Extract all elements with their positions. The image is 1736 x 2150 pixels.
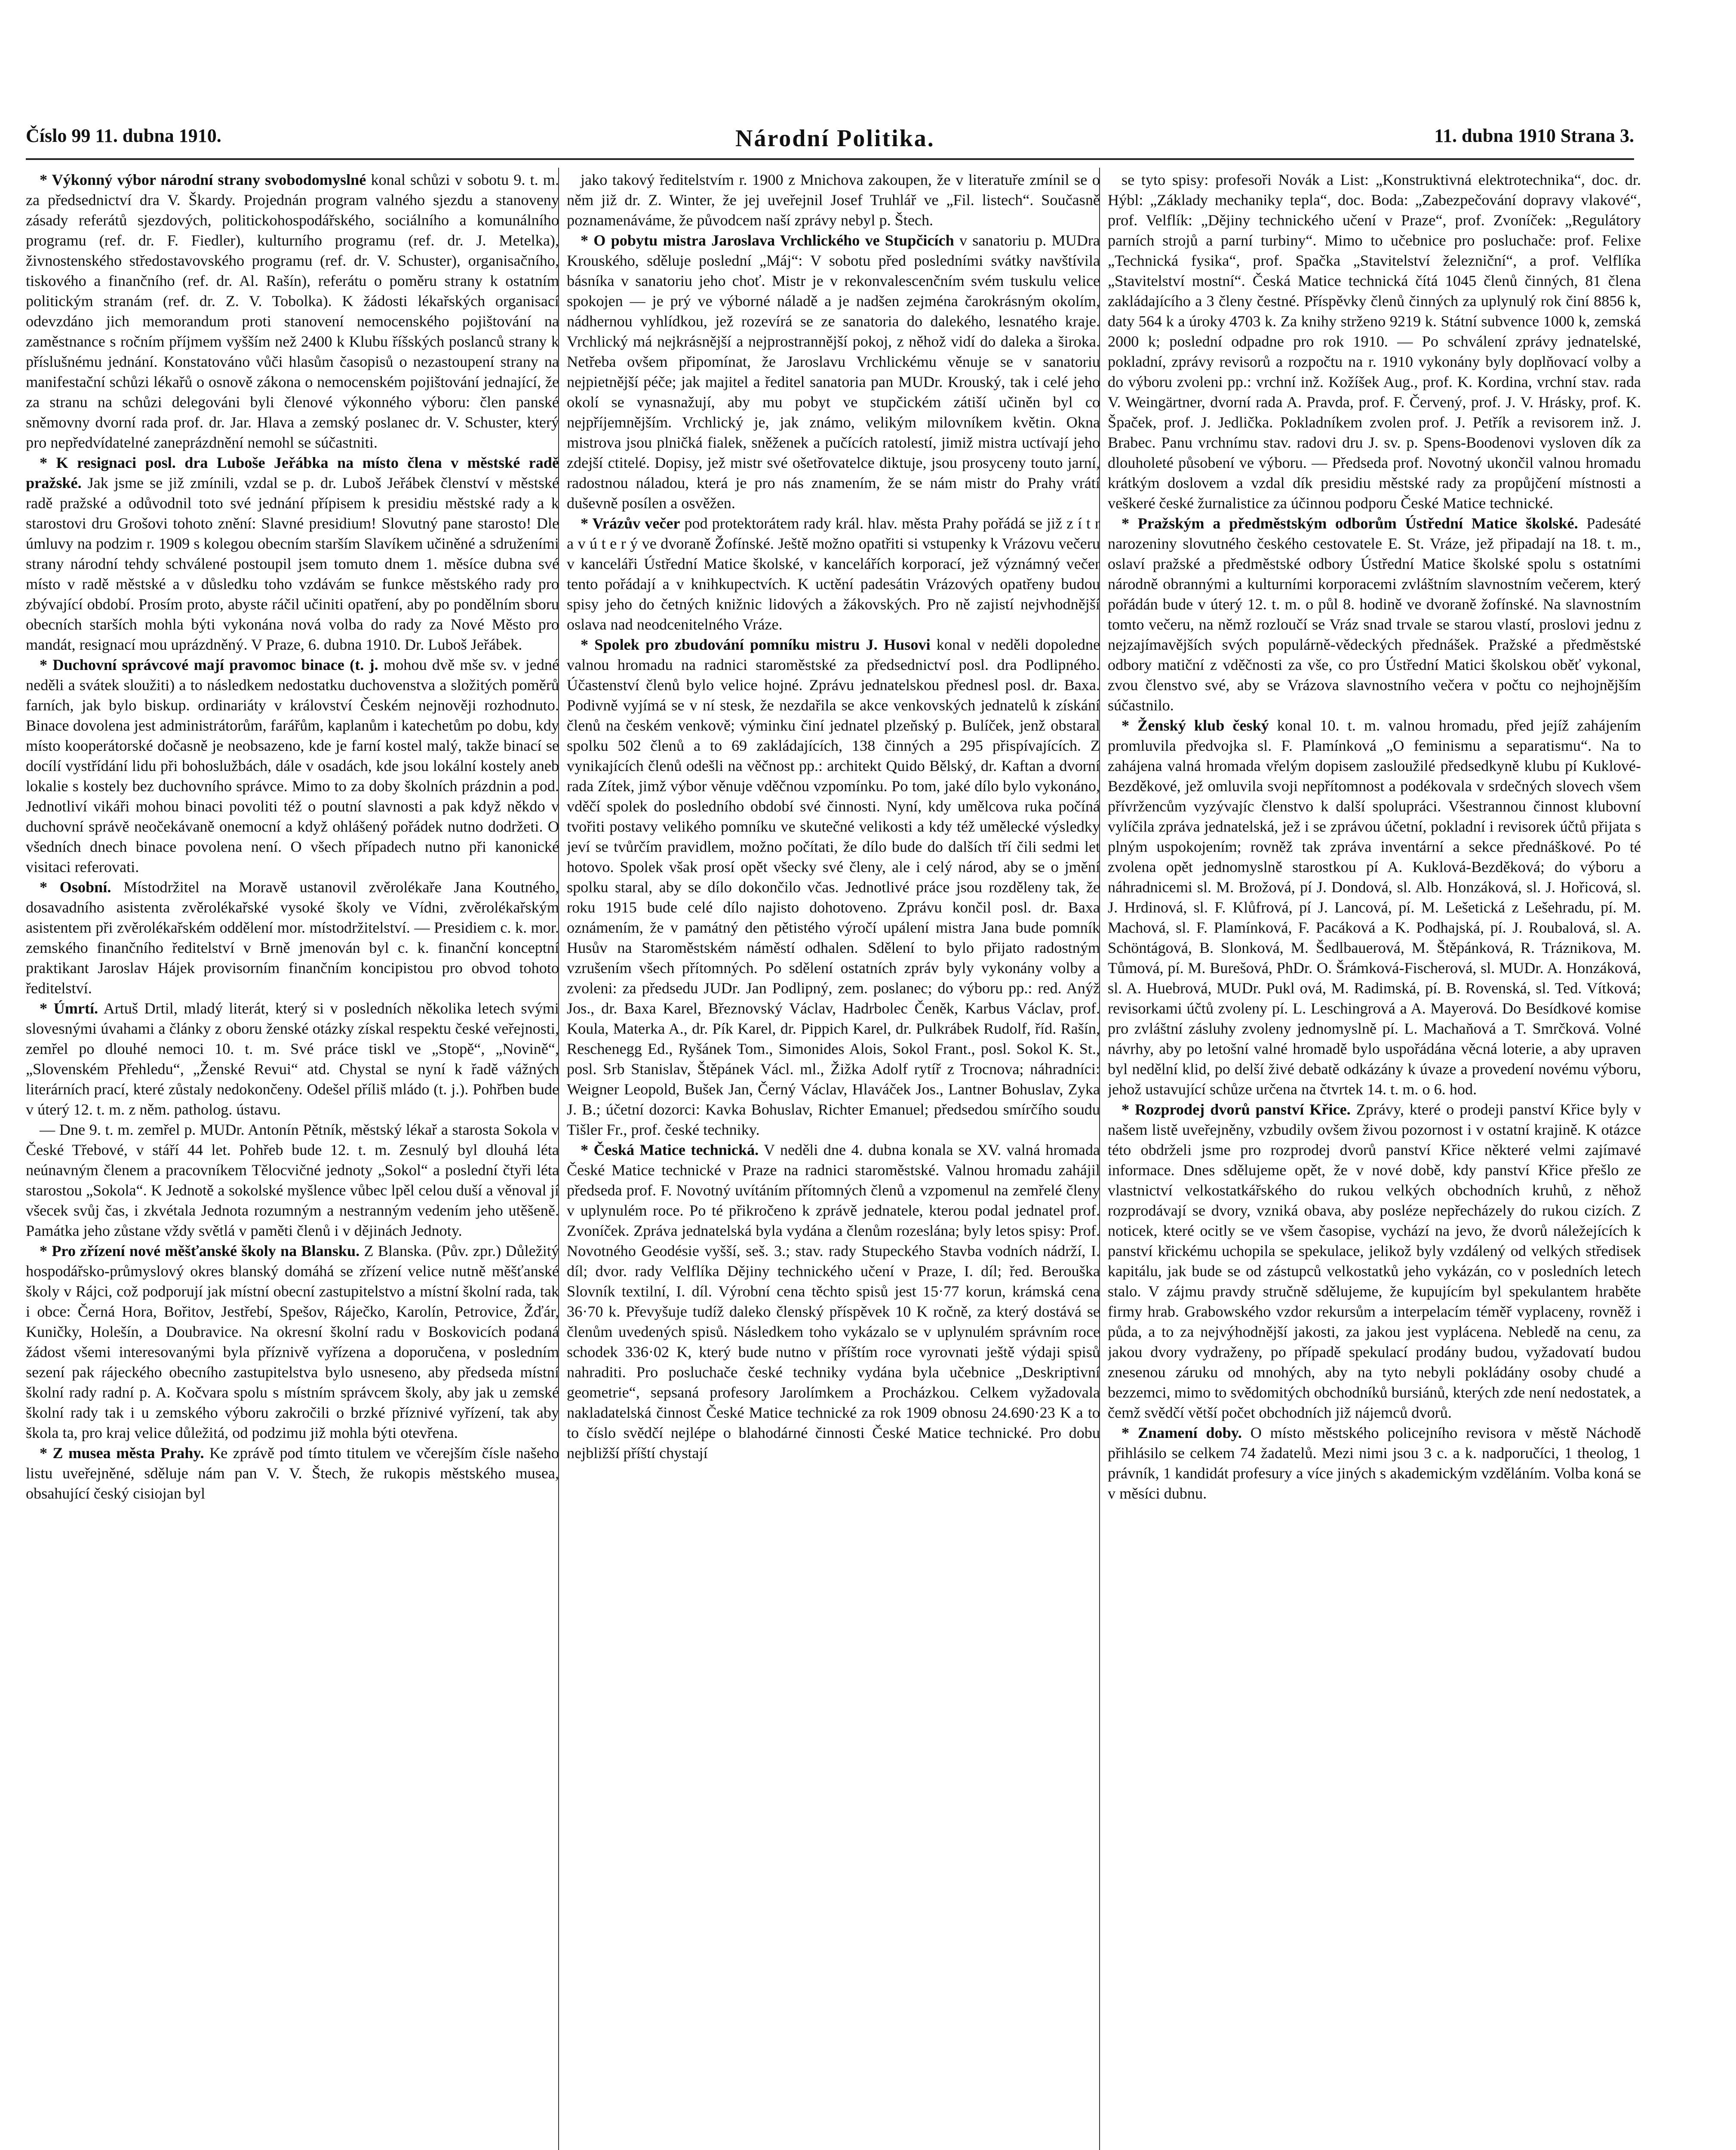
article bbox=[1108, 513, 1641, 716]
article-body: Padesáté narozeniny slovutného českého cestovatele E. St. Vráze, jež připadají na 18. t. m., oslaví pražské a předměstské odbory Ústřední Matice školské spolu s ostatními národně obrannými a kulturními korporacemi zvláštním slavnostním večerem, který pořádán bude v úterý 12. t. m. o půl 8. hodině ve dvoraně žofínské. Na slavnostním tomto večeru, na němž rozloučí se Vráz snad trvale se starou vlastí, proslovi jednu z nejzajímavějších svých populárně-vědeckých přednášek. Pražské a předměstské odbory matiční z vděčnosti za vše, co pro Ústřední Matici školskou oběť vykonal, zvou členstvo své, aby se Vrázova slavnostního večera v počtu co nejhojnějším súčastnilo. bbox=[1108, 515, 1641, 714]
article-headline: * O pobytu mistra Jaroslava Vrchlického ve Stupčicích bbox=[581, 232, 954, 249]
article-body: Jak jsme se již zmínili, vzdal se p. dr. Luboš Jeřábek členství v městské radě pražské a odůvodnil toto své jednání přípisem k presidiu městské rady a k starostovi dru Grošovi tohoto znění: Slavné presidium! Slovutný pane starosto! Dle úmluvy na podzim r. 1909 s kolegou obecním starším Slavíkem učiněné a sdruženími strany národní tehdy schválené postoupil jsem tomuto dnem 1. měsíce dubna své místo v radě městské a v důsledku toho vzdávám se funkce městského rady pro zbývající období. Prosím proto, abyste ráčil učiniti opatření, aby po pondělním sboru obecních starších mohla býti vykonána nová volba do rady za Nové Město pro mandát, resignací mou uprázdněný. V Praze, 6. dubna 1910. Dr. Luboš Jeřábek. bbox=[26, 474, 559, 653]
column-3 bbox=[1108, 170, 1641, 2150]
article-headline: * Pražským a předměstským odborům Ústřední Matice školské. bbox=[1121, 515, 1578, 532]
article-headline: * Vrázův večer bbox=[581, 515, 680, 532]
article bbox=[26, 877, 559, 998]
article bbox=[26, 1241, 559, 1443]
article bbox=[567, 635, 1100, 1140]
article-headline: * Osobní. bbox=[40, 878, 111, 896]
article-body: Ke zprávě pod tímto titulem ve včerejším čísle našeho listu uveřejněné, sděluje nám pan V. V. Štech, že rukopis městského musea, obsahující český cisiojan byl bbox=[26, 1444, 559, 1502]
article-headline: * Znamení doby. bbox=[1121, 1424, 1242, 1441]
article bbox=[567, 230, 1100, 513]
article-body: konal schůzi v sobotu 9. t. m. za předsednictví dra V. Škardy. Projednán program valného sjezdu a stanoveny zásady referátů sjezdových, politickohospodářského, sociálního a komunálního programu (ref. dr. F. Fiedler), kulturního programu (ref. dr. J. Metelka), živnostenského středostavovského programu (ref. dr. V. Schuster), organisačního, tiskového a finančního (ref. dr. Al. Rašín), referátu o poměru strany k ostatním politickým stranám (ref. dr. Z. V. Tobolka). K žádosti lékařských organisací odevzdáno jich memorandum proti stanovení nemocenského pojištování na zaměstnance s ročním příjmem vyšším než 2400 k Klubu říšských poslanců strany k příslušnému jednání. Konstatováno vůči hlasům časopisů o nezastoupení strany na manifestační schůzi lékařů o osnově zákona o nemocenském pojištování jednající, že za stranu na schůzi delegováni byli členové výkonného výboru: člen panské sněmovny dvorní rada prof. dr. Jar. Hlava a zemský poslanec dr. V. Schuster, který pro nepředvídatelné zaneprázdnění nemohl se súčastniti. bbox=[26, 171, 559, 451]
article-body: Místodržitel na Moravě ustanovil zvěrolékaře Jana Koutného, dosavadního asistenta zvěrolékařské vysoké školy ve Vídni, zvěrolékařským asistentem při zvěrolékařském oddělení mor. místodržitelství. — Presidiem c. k. mor. zemského finančního ředitelství v Brně jmenován byl c. k. finanční konceptní praktikant Jaroslav Hájek provisorním finančním koncipistou pro obvod tohoto ředitelství. bbox=[26, 878, 559, 997]
header-rule bbox=[26, 158, 1634, 160]
article-body: konal 10. t. m. valnou hromadu, před jejíž zahájením promluvila předvojka sl. F. Plamínková „O feminismu a separatismu“. Na to zahájena valná hromada vřelým dopisem zasloužilé předsedkyně klubu pí Kuklové-Bezděkové, jež omluvila svoji nepřítomnost a podékovala v srdečných slovech všem přívržencům vyzývajíc členstvo k další spolupráci. Všestrannou činnost klubovní vylíčila zpráva jednatelská, jež i se zprávou účetní, pokladní i revisorek účtů přijata s plným uspokojením; rovněž tak zpráva inventární a sekce přednáškové. Po té zvolena opět jednomyslně starostkou pí A. Kuklová-Bezděková; do výboru a náhradnicemi sl. M. Brožová, pí J. Dondová, sl. Alb. Honzáková, sl. J. Hořicová, sl. J. Hrdinová, sl. F. Klůfrová, pí J. Lancová, pí. M. Lešetická z Lešehradu, pí. M. Machová, sl. F. Plamínková, F. Pacáková a K. Podhajská, pí. J. Roubalová, sl. A. Schöntágová, B. Slonková, M. Šedlbauerová, M. Štěpánková, R. Tráznikova, M. Tůmová, pí. M. Burešová, PhDr. O. Šrámková-Fischerová, sl. MUDr. A. Honzáková, sl. A. Huebrová, MUDr. Pukl ová, M. Radimská, pí. B. Rovenská, sl. Ted. Vítková; revisorkami účtů zvoleny pí. L. Leschingrová a A. Mayerová. Do Besídkové komise pro zvláštní zásluhy zvoleny jednomyslně pí. L. Machaňová a T. Smrčková. Volné návrhy, aby po letošní valné hromadě bylo uspořádána věcná loterie, a aby upraven byl nedělní klid, po delší živé debatě odkázány k úvaze a provedení novému výboru, jehož ustavující schůze určena na čtvrtek 14. t. m. o 6. hod. bbox=[1108, 717, 1641, 1098]
article-body: se tyto spisy: profesoři Novák a List: „Konstruktivná elektrotechnika“, doc. dr. Hýbl: „Základy mechaniky tepla“, doc. Boda: „Zabezpečování dopravy vlakové“, prof. Velflík: „Dějiny technického učení v Praze“, prof. Zvoníček: „Regulátory parních strojů a parní turbiny“. Mimo to učebnice pro posluchače: prof. Felixe „Technická fysika“, prof. Spačka „Stavitelství železniční“, a prof. Velflíka „Stavitelství mostní“. Česká Matice technická čítá 1045 členů činných, 81 člena zakládajícího a 3 členy čestné. Příspěvky členů činných za uplynulý rok činí 8856 k, daty 564 k a úroky 4703 k. Za knihy strženo 9219 k. Státní subvence 1000 k, zemská 2000 k; poslední odpadne pro rok 1910. — Po schválení zprávy jednatelské, pokladní, zprávy revisorů a rozpočtu na r. 1910 vykonány byly doplňovací volby a do výboru zvoleni pp.: vrchní inž. Kožíšek Aug., prof. K. Kordina, vrchní stav. rada V. Weingärtner, dvorní rada A. Pravda, prof. F. Červený, prof. J. V. Hrásky, prof. K. Špaček, prof. J. Jedlička. Pokladníkem zvolen prof. J. Petřík a revisorem inž. J. Brabec. Panu vrchnímu stav. radovi dru J. sv. p. Spens-Boodenovi vysloven dík za dlouholeté působení ve výboru. — Předseda prof. Novotný ukončil valnou hromadu krátkým doslovem a vzdal dík presidiu městské rady za propůjčení místnosti a veškeré české žurnalistice za účinnou podporu České Matice technické. bbox=[1108, 171, 1641, 512]
issue-number-date: Číslo 99 11. dubna 1910. bbox=[26, 125, 221, 146]
article bbox=[567, 513, 1100, 635]
date-page-number: 11. dubna 1910 Strana 3. bbox=[1434, 125, 1634, 146]
article bbox=[567, 170, 1100, 230]
article bbox=[567, 1140, 1100, 1463]
article-headline: * Pro zřízení nové měšťanské školy na Blansku. bbox=[40, 1242, 360, 1259]
article-headline: * Z musea města Prahy. bbox=[40, 1444, 204, 1462]
article bbox=[1108, 1423, 1641, 1504]
article bbox=[26, 1120, 559, 1241]
article-body: mohou dvě mše sv. v jedné neděli a svátek sloužiti) a to následkem nedostatku duchovenstva a složitých poměrů farních, jak bylo biskup. ordinariáty v království Českém nejnověji rozhodnuto. Binace dovolena jest administrátorům, farářům, kaplanům i katechetům po dobu, kdy místo kooperátorské dočasně je neobsazeno, kde je farní kostel malý, takže binací se docílí vystřídání lidu při bohoslužbách, dále v osadách, kde jsou lokální kostely aneb lokalie s kostely bez duchovního správce. Mimo to za doby školních prázdnin a pod. Jednotliví vikáři mohou binaci povoliti též o poutní slavnosti a pak když někdo v duchovní správě neočekávaně onemocní a když ohlášený pořádek nutno dodržeti. O všedních dnech binace povolena není. O všech případech nutno při kanonické visitaci referovati. bbox=[26, 656, 559, 875]
article bbox=[1108, 716, 1641, 1100]
article-body: Zprávy, které o prodeji panství Křice byly v našem listě uveřejněny, vzbudily ovšem živou pozornost i v ostatní krajině. K otázce této obdrželi jsme pro rozprodej dvorů panství Křice některé velmi zajímavé informace. Dnes sdělujeme opět, že v nové době, kdy panství Křice přešlo ze vlastnictví velkostatkářského do rukou velkých obchodních kruhů, z něhož rozprodávají se dvory, vzniká obava, aby posléze nepřecházely do rukou cizích. Z noticek, které ocitly se ve všem časopise, vychází na jevo, že dvorů náležejících k panství křickému uchopila se spekulace, jelikož byly vzdálený od velkých středisek kapitálu, jak bude se od zástupců velkostatků jeho vykázán, co v posledních letech stalo. V zájmu pravdy stručně sdělujeme, že kupujícím byl spekulantem hraběte firmy hrab. Grabowského vzdor rekursům a interpelacím téměř vyplaceny, rovněž i půda, a to za nejvýhodnější jakosti, za jakou jest vyplácena. Nebledě na cenu, za jakou dvory vydraženy, po případě spekulací prodány budou, vyžadovatí budou znesenou záruku od mnohých, aby na tyto nebyli pokládány osoby chudé a bezzemci, mimo to svědomitých obchodníků bursiánů, kterých zde není nedostatek, a čemž svědčí větší počet obchodních již nájemců dvorů. bbox=[1108, 1101, 1641, 1421]
article-headline: * K resignaci posl. dra Luboše Jeřábka na místo člena v městské radě pražské. bbox=[26, 454, 559, 491]
article bbox=[26, 453, 559, 655]
article-body: — Dne 9. t. m. zemřel p. MUDr. Antonín Pětník, městský lékař a starosta Sokola v České Třebové, v stáří 44 let. Pohřeb bude 12. t. m. Zesnulý byl dlouhá léta neúnavným členem a pracovníkem Tělocvičné jednoty „Sokol“ a poslední čtyři léta starostou „Sokola“. K Jednotě a sokolské myšlence vůbec lpěl celou duší a věnoval jí všecek svůj čas, i zkvétala Jednota rozumným a nestranným vedením jeho utěšeně. Památka jeho zůstane vždy světlá v paměti členů i v dějinách Jednoty. bbox=[26, 1121, 559, 1239]
article bbox=[1108, 1100, 1641, 1423]
article bbox=[26, 998, 559, 1120]
article-headline: * Výkonný výbor národní strany svobodomyslné bbox=[40, 171, 366, 188]
article bbox=[26, 655, 559, 877]
article bbox=[26, 170, 559, 453]
article-headline: * Úmrtí. bbox=[40, 1000, 98, 1017]
article-headline: * Ženský klub český bbox=[1121, 717, 1269, 734]
article-body: V neděli dne 4. dubna konala se XV. valná hromada České Matice technické v Praze na radnici staroměstské. Valnou hromadu zahájil předseda prof. F. Novotný uvítáním přítomných členů a vzpomenul na zemřelé členy v uplynulém roce. Po té přikročeno k zprávě jednatele, kterou podal jednatel prof. Zvoníček. Zpráva jednatelská byla vydána a členům rozeslána; byly letos spisy: Prof. Novotného Geodésie vyšší, seš. 3.; stav. rady Stupeckého Stavba vodních nádrží, I. díl; dvor. rady Velflíka Dějiny technického učení v Praze, I. díl; řed. Berouška Slovník textilní, I. díl. Výrobní cena těchto spisů jest 15·77 korun, krámská cena 36·70 k. Převyšuje tudíž daleko členský příspěvek 10 K ročně, za který dostává se členům uvedených spisů. Následkem toho vykázalo se v uplynulém správním roce schodek 336·02 K, který bude nutno v příštím roce vyrovnati ještě výdaji spisů nahraditi. Pro posluchače české techniky vydána byla učebnice „Deskriptivní geometrie“, sepsaná profesory Jarolímkem a Procházkou. Celkem vyžadovala nakladatelská činnost České Matice technické za rok 1909 obnosu 24.690·23 K a to to číslo svědčí nejlépe o blahodárné činnosti České Matice technické. Pro dobu nejbližší příští chystají bbox=[567, 1141, 1100, 1462]
article-body: Z Blanska. (Pův. zpr.) Důležitý hospodářsko-průmyslový okres blanský domáhá se zřízení velice nutně měšťanské školy v Rájci, což podporují jak místní obecní zastupitelstvo a místní školní rada, tak i obce: Černá Hora, Bořitov, Jestřebí, Spešov, Ráječko, Karolín, Petrovice, Žďár, Kuničky, Holešín, a Doubravice. Na okresní školní radu v Boskovicích podaná žádost všemi interesovanými byla příznivě vyřízena a doporučena, v posledním sezení pak rájeckého obecního zastupitelstva bylo usneseno, aby předseda místní školní rady radní p. A. Kočvara spolu s místním správcem školy, aby jak u zemské školní rady tak i u zemského výboru zakročili o brzké příznivé vyřízení, tak aby škola ta, pro kraj velice důležitá, od podzimu již mohla býti otevřena. bbox=[26, 1242, 559, 1441]
article-body: pod protektorátem rady král. hlav. města Prahy pořádá se již z í t r a v ú t e r ý ve dvoraně Žofínské. Ještě možno opatřiti si vstupenky k Vrázovu večeru v kanceláři Ústřední Matice školské, v kancelářích korporací, jež význámný večer tento pořádají a v knihkupectvích. K uctění padesátin Vrázových opatřeny budou spisy jeho do četných knižnic lidových a žákovských. Pro ně zajistí nejvhodnější oslava nad neodcenitelného Vráze. bbox=[567, 515, 1100, 633]
column-2 bbox=[567, 170, 1100, 2150]
article-body: O místo městského policejního revisora v městě Náchodě přihlásilo se celkem 74 žadatelů. Mezi nimi jsou 3 c. a k. nadporučíci, 1 theolog, 1 právník, 1 kandidát profesury a více jiných s akademickým vzděláním. Volba koná se v měsíci dubnu. bbox=[1108, 1424, 1641, 1502]
article-headline: * Duchovní správcové mají pravomoc binace (t. j. bbox=[40, 656, 378, 673]
article-body: Artuš Drtil, mladý literát, který si v posledních několika letech svými slovesnými úvahami a články z oboru ženské otázky získal respektu české veřejnosti, zemřel po dlouhé nemoci 10. t. m. Své práce tiskl ve „Stopě“, „Novině“, „Slovenském Přehledu“, „Ženské Revui“ atd. Chystal se nyní k řadě vážných literárních prací, které zůstaly nedokončeny. Odešel příliš mládo (t. j.). Pohřben bude v úterý 12. t. m. z něm. patholog. ústavu. bbox=[26, 1000, 559, 1118]
article-headline: * Česká Matice technická. bbox=[581, 1141, 759, 1158]
article-body: jako takový ředitelstvím r. 1900 z Mnichova zakoupen, že v literatuře zmínil se o něm již dr. Z. Winter, že jej uveřejnil Josef Truhlář ve „Fil. listech“. Současně poznamenáváme, že původcem naší zprávy nebyl p. Štech. bbox=[567, 171, 1100, 229]
article bbox=[1108, 170, 1641, 513]
article-body: konal v neděli dopoledne valnou hromadu na radnici staroměstské za předsednictví posl. dra Podlipného. Účastenství členů bylo velice hojné. Zprávu jednatelskou přednesl posl. dr. Baxa. Podivně vyjímá se v ní stesk, že nezdařila se akce venkovských jednatelů k získání členů na českém venkově; výminku činí jednatel plzeňský p. Bulíček, jenž obstaral spolku 502 členů a to 69 zakládajících, 138 činných a 295 přispívajících. Z vynikajících členů odešli na věčnost pp.: architekt Quido Bělský, dr. Kaftan a dvorní rada Zítek, jimž výbor věnuje vděčnou vzpomínku. Po tom, jaké dílo bylo vykonáno, vděčí spolek do posledního období své činnosti. Nyní, kdy umělcova ruka počíná tvořiti postavy velikého pomníku ve skutečné velikosti a kdy též umělecké výsledky jeví se tvůrčím pravidlem, možno počítati, že dílo bude do dalších tří čili sedmi let hotovo. Spolek však prosí opět všecky své členy, ale i celý národ, aby se o jmění spolku staral, aby se dílo dokončilo včas. Jednotlivé práce jsou rozděleny tak, že roku 1915 bude celé dílo najisto dohotoveno. Zprávu končil posl. dr. Baxa oznámením, že v památný den pětistého výročí upálení mistra Jana bude pomník Husův na Staroměstském náměstí odhalen. Sdělení to bylo přijato radostným vzrušením všech přítomných. Po sdělení ostatních zpráv byly vykonány volby a zvoleni: za předsedu JUDr. Jan Podlipný, zem. poslanec; do výboru pp.: red. Anýž Jos., dr. Baxa Karel, Březnovský Václav, Hadrbolec Čeněk, Karbus Václav, prof. Koula, Materka A., dr. Pík Karel, dr. Pippich Karel, dr. Pulkrábek Rudolf, říd. Rašín, Reschenegg Ed., Ryšánek Tom., Simonides Alois, Sokol Frant., posl. Sokol K. St., posl. Srb Stanislav, Štěpánek Václ. ml., Žižka Adolf rytíř z Trocnova; náhradníci: Weigner Leopold, Bušek Jan, Černý Václav, Hlaváček Jos., Lantner Bohuslav, Zyka J. B.; účetní dozorci: Kavka Bohuslav, Richter Emanuel; předsedou smírčího soudu Tišler Fr., prof. české techniky. bbox=[567, 636, 1100, 1138]
page-header bbox=[26, 125, 1634, 163]
article bbox=[26, 1443, 559, 1504]
column-1 bbox=[26, 170, 559, 2150]
article-headline: * Rozprodej dvorů panství Křice. bbox=[1121, 1101, 1351, 1118]
newspaper-title: Národní Politika. bbox=[735, 125, 935, 152]
article-body: v sanatoriu p. MUDra Krouského, sděluje poslední „Máj“: V sobotu před posledními svátky navštívila básníka v sanatoriu jeho choť. Mistr je v rekonvalescenčním svém tuskulu velice spokojen — je prý ve výborné náladě a je nadšen zejména čarokrásným okolím, nádhernou vyhlídkou, jež rozevírá se ze sanatoria do dalekého, lesnatého kraje. Vrchlický má nejkrásnější a nejprostrannější pokoj, z něhož vidí do daleka a široka. Netřeba ovšem připomínat, že Jaroslavu Vrchlickému věnuje se v sanatoriu nejpietnější péče; jak majitel a ředitel sanatoria pan MUDr. Krouský, tak i celé jeho okolí se vynasnažují, aby mu pobyt ve stupčickém zátiší učiněn byl co nejpříjemnějším. Vrchlický je, jak známo, velikým milovníkem květin. Okna mistrova jsou plničká fialek, sněženek a pučících ratolestí, jimiž mistra uctívají jeho zdejší ctitelé. Dopisy, jež mistr své ošetřovatelce diktuje, jsou prosyceny touto jarní, radostnou náladou, která je pro nás znamením, že se nám mistr do Prahy vrátí duševně posílen a osvěžen. bbox=[567, 232, 1100, 512]
article-headline: * Spolek pro zbudování pomníku mistru J. Husovi bbox=[581, 636, 931, 653]
